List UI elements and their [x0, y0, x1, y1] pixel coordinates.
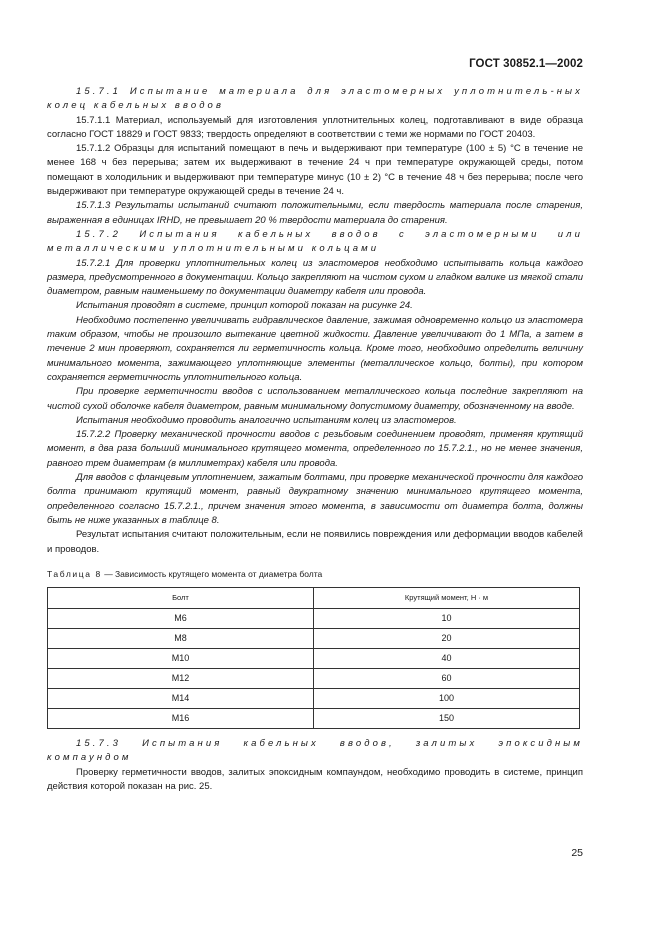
paragraph-analogous-test: Испытания необходимо проводить аналогично испытаниям колец из эластомеров. [76, 414, 457, 426]
bolt-cell: М6 [48, 609, 314, 629]
document-header: ГОСТ 30852.1—2002 [469, 58, 583, 70]
heading-15-7-3: 15.7.3 Испытания кабельных вводов, залитых эпоксидным компаундом [47, 738, 583, 764]
heading-15-7-2: 15.7.2 Испытания кабельных вводов с эластомерными или металлическими уплотнительными кольцами [47, 228, 583, 255]
table-row [48, 649, 580, 669]
table-header-row [48, 588, 580, 609]
table-row [48, 709, 580, 729]
paragraph-15-7-2-2: 15.7.2.2 Проверку механической прочности вводов с резьбовым соединением проводят, применяя крутящий момент, в два раза больший минимального крутящего момента, определенного по 15.7.2.1., но не менее значения, равного трем диаметрам (в миллиметрах) кабеля или провода. [47, 429, 583, 469]
bolt-cell: М12 [48, 669, 314, 689]
table-row [48, 609, 580, 629]
torque-table [47, 587, 580, 729]
torque-cell: 150 [314, 709, 580, 729]
torque-cell: 100 [314, 689, 580, 709]
paragraph-15-7-2-1: 15.7.2.1 Для проверки уплотнительных колец из эластомеров необходимо испытывать кольца каждого размера, предусмотренного в документации. Кольцо закрепляют на чистом сухом и гладком валике из мягкой стали диаметром, равным наименьшему по документации диаметру кабеля или провода. [47, 257, 583, 298]
table-caption-label: Таблица 8 [47, 568, 102, 579]
column-header-torque: Крутящий момент, Н · м [314, 588, 580, 609]
bolt-cell: М8 [48, 629, 314, 649]
paragraph-pressure-test: Необходимо постепенно увеличивать гидравлическое давление, зажимая одновременно кольцо из эластомера таким образом, чтобы не произошло вытекание цветной жидкости. Давление увеличивают до 1 МПа, а затем в течение 2 мин проверяют, сохраняется ли герметичность кольца. Кроме того, необходимо определить величину минимального момента, зажимающего уплотняющие элементы (металлическое кольцо, болты), при котором сохраняется герметичность уплотнительного кольца. [47, 314, 583, 383]
paragraph-15-7-1-2: 15.7.1.2 Образцы для испытаний помещают в печь и выдерживают при температуре (100 ± 5) °C в течение не менее 168 ч без перерыва; затем их выдерживают в течение 24 ч при температуре окружающей среды, потом помещают в холодильник и выдерживают при температуре минус (10 ± 2) °C в течение 48 ч без перерыва; после чего выдерживают при температуре окружающей среды в течение 24 ч. [47, 143, 583, 198]
table-caption [47, 567, 583, 581]
paragraph-result: Результат испытания считают положительным, если не появились повреждения или деформации вводов кабелей и проводов. [47, 529, 583, 555]
bolt-cell: М10 [48, 649, 314, 669]
paragraph-15-7-1-3: 15.7.1.3 Результаты испытаний считают положительными, если твердость материала после старения, выраженная в единицах IRHD, не превышает 20 % твердости материала до старения. [47, 200, 583, 226]
bolt-cell: М16 [48, 709, 314, 729]
table-caption-text: — Зависимость крутящего момента от диаметра болта [101, 568, 323, 579]
page-number: 25 [571, 847, 583, 859]
column-header-bolt: Болт [48, 588, 314, 609]
table-row [48, 629, 580, 649]
heading-15-7-1: 15.7.1 Испытание материала для эластомерных уплотнитель-ных колец кабельных вводов [47, 86, 583, 112]
table-row [48, 669, 580, 689]
paragraph-metal-ring: При проверке герметичности вводов с использованием металлического кольца последние закрепляют на чистой сухой оболочке кабеля диаметром, равным минимальному допустимому диаметру, обозначенному на вводе. [47, 386, 583, 412]
paragraph-15-7-3: Проверку герметичности вводов, залитых эпоксидным компаундом, необходимо проводить в системе, принцип действия которой показан на рис. 25. [47, 766, 583, 792]
paragraph-flange-bolts: Для вводов с фланцевым уплотнением, зажатым болтами, при проверке механической прочности для каждого болта принимают крутящий момент, равный двукратному значению минимального крутящего момента, определенного согласно 15.7.2.1., причем значения этого момента, в зависимости от диаметра болта, должны быть не ниже указанных в таблице 8. [47, 472, 583, 526]
torque-cell: 20 [314, 629, 580, 649]
paragraph-15-7-1-1: 15.7.1.1 Материал, используемый для изготовления уплотнительных колец, подготавливают в виде образца согласно ГОСТ 18829 и ГОСТ 9833; твердость определяют в соответствии с теми же нормами по ГОСТ 20403. [47, 114, 583, 140]
torque-cell: 40 [314, 649, 580, 669]
torque-cell: 60 [314, 669, 580, 689]
table-row [48, 689, 580, 709]
paragraph-figure-24-ref: Испытания проводят в системе, принцип которой показан на рисунке 24. [76, 300, 413, 312]
document-body [47, 85, 583, 794]
torque-cell: 10 [314, 609, 580, 629]
bolt-cell: М14 [48, 689, 314, 709]
